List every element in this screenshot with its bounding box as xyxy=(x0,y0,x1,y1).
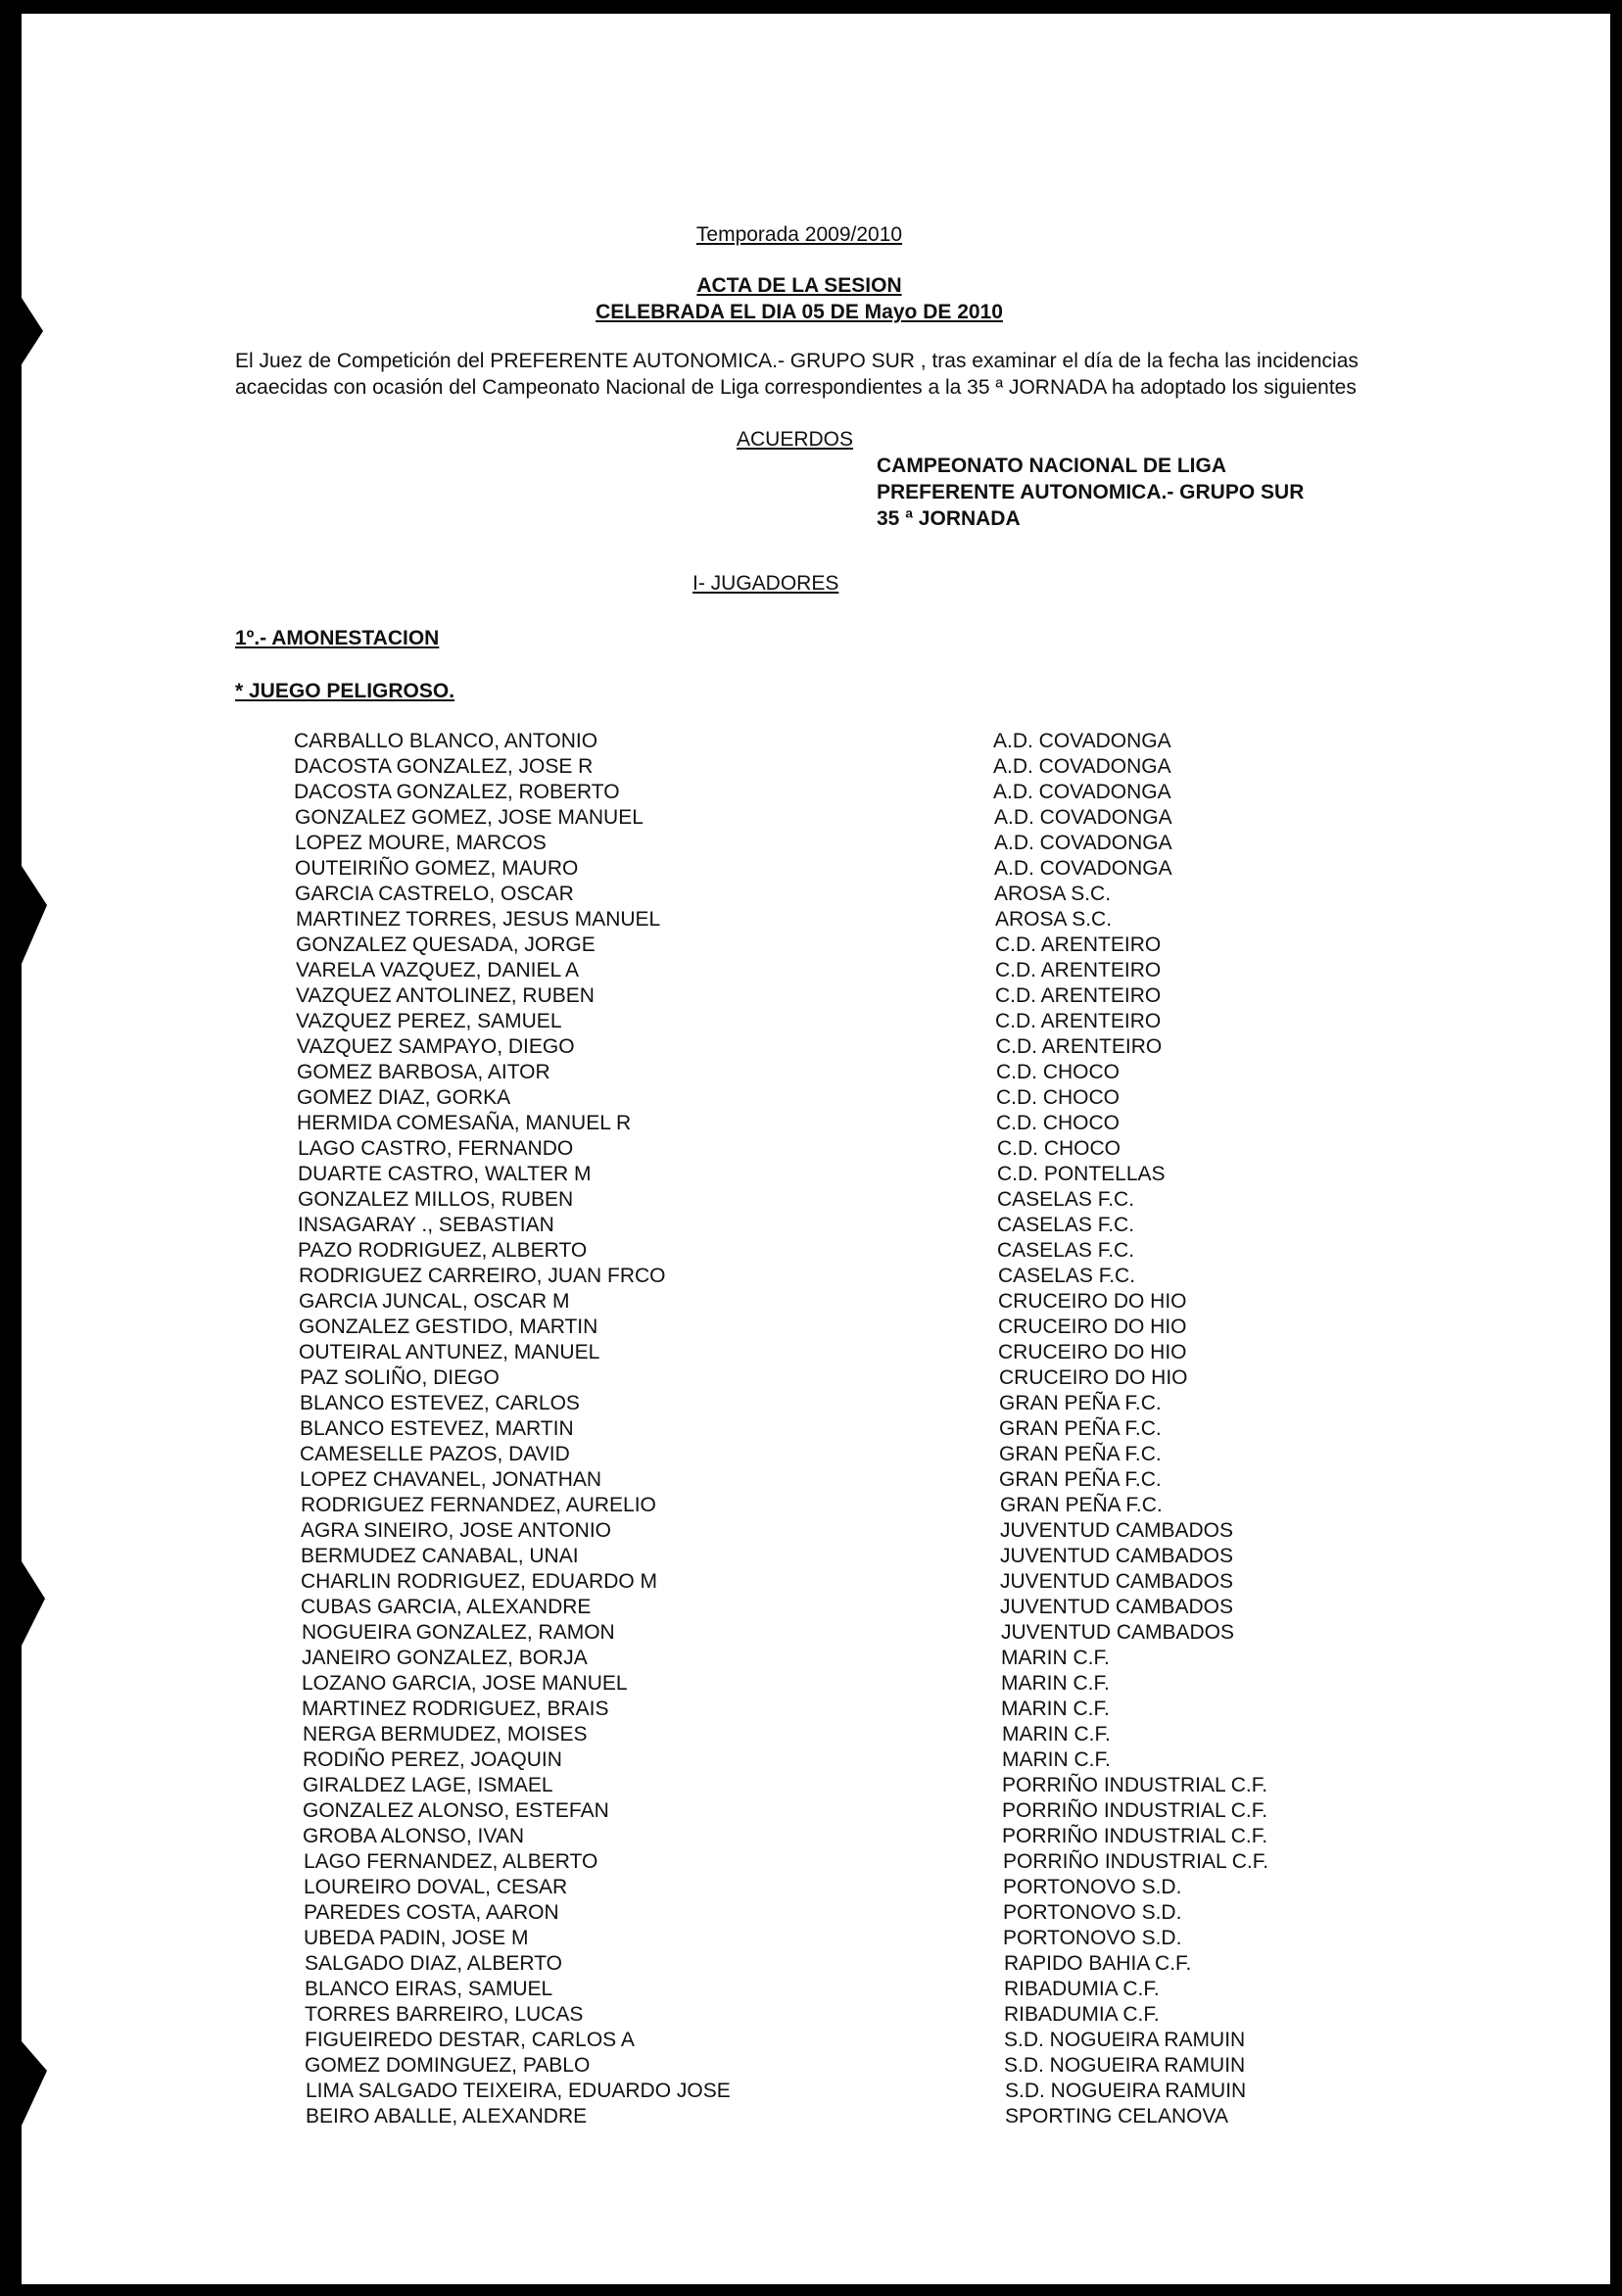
player-name: DACOSTA GONZALEZ, ROBERTO xyxy=(294,781,620,803)
player-club: AROSA S.C. xyxy=(995,908,1113,931)
acuerdos-heading: ACUERDOS xyxy=(737,428,854,451)
player-club: PORTONOVO S.D. xyxy=(1003,1901,1182,1924)
list-item xyxy=(294,729,1371,754)
player-name: LOPEZ MOURE, MARCOS xyxy=(295,832,547,854)
player-name: RODRIGUEZ CARREIRO, JUAN FRCO xyxy=(299,1265,666,1287)
player-club: PORTONOVO S.D. xyxy=(1003,1876,1182,1898)
player-name: BLANCO ESTEVEZ, CARLOS xyxy=(300,1392,580,1414)
player-club: A.D. COVADONGA xyxy=(994,806,1172,829)
championship-line-2: PREFERENTE AUTONOMICA.- GRUPO SUR xyxy=(877,481,1305,503)
player-name: MARTINEZ TORRES, JESUS MANUEL xyxy=(296,908,661,931)
player-club: JUVENTUD CAMBADOS xyxy=(1000,1570,1234,1593)
player-club: PORRIÑO INDUSTRIAL C.F. xyxy=(1002,1774,1268,1796)
list-item xyxy=(300,1442,1377,1467)
player-name: SALGADO DIAZ, ALBERTO xyxy=(305,1952,562,1975)
list-item xyxy=(296,907,1373,933)
list-item xyxy=(303,1722,1380,1747)
player-club: MARIN C.F. xyxy=(1001,1647,1110,1669)
player-club: CRUCEIRO DO HIO xyxy=(999,1366,1188,1389)
player-club: S.D. NOGUEIRA RAMUIN xyxy=(1005,2080,1247,2102)
player-name: GIRALDEZ LAGE, ISMAEL xyxy=(303,1774,553,1796)
player-name: FIGUEIREDO DESTAR, CARLOS A xyxy=(305,2029,635,2051)
list-item xyxy=(305,2028,1382,2053)
player-name: MARTINEZ RODRIGUEZ, BRAIS xyxy=(302,1698,609,1720)
player-name: VAZQUEZ SAMPAYO, DIEGO xyxy=(297,1035,575,1058)
player-name: DUARTE CASTRO, WALTER M xyxy=(298,1163,592,1185)
player-name: CHARLIN RODRIGUEZ, EDUARDO M xyxy=(301,1570,658,1593)
player-club: C.D. PONTELLAS xyxy=(997,1163,1166,1185)
list-item xyxy=(301,1595,1378,1620)
list-item xyxy=(300,1391,1377,1416)
list-item xyxy=(303,1747,1380,1773)
player-name: NOGUEIRA GONZALEZ, RAMON xyxy=(302,1621,615,1644)
player-club: C.D. ARENTEIRO xyxy=(995,1010,1162,1032)
player-club: MARIN C.F. xyxy=(1002,1723,1111,1746)
player-name: LAGO CASTRO, FERNANDO xyxy=(298,1137,574,1160)
player-name: JANEIRO GONZALEZ, BORJA xyxy=(302,1647,588,1669)
player-name: GARCIA JUNCAL, OSCAR M xyxy=(299,1290,570,1313)
intro-line-2: acaecidas con ocasión del Campeonato Nacional de Liga correspondientes a la 35 ª JORNADA ha adoptado los siguientes xyxy=(235,376,1357,399)
player-club: CRUCEIRO DO HIO xyxy=(998,1315,1187,1338)
player-club: CASELAS F.C. xyxy=(998,1265,1136,1287)
list-item xyxy=(298,1187,1375,1213)
list-item xyxy=(295,805,1372,831)
list-item xyxy=(297,1111,1374,1136)
player-name: UBEDA PADIN, JOSE M xyxy=(304,1927,529,1949)
player-name: LOZANO GARCIA, JOSE MANUEL xyxy=(302,1672,628,1695)
player-club: CASELAS F.C. xyxy=(997,1188,1135,1211)
list-item xyxy=(301,1569,1378,1595)
list-item xyxy=(302,1697,1379,1722)
player-club: C.D. CHOCO xyxy=(996,1086,1120,1109)
player-name: DACOSTA GONZALEZ, JOSE R xyxy=(294,755,594,778)
player-club: S.D. NOGUEIRA RAMUIN xyxy=(1004,2029,1246,2051)
list-item xyxy=(297,1060,1374,1085)
list-item xyxy=(302,1620,1379,1646)
scan-tear-mark xyxy=(22,1561,45,1646)
list-item xyxy=(304,1900,1381,1926)
list-item xyxy=(299,1315,1376,1340)
subsection-heading: 1º.- AMONESTACION xyxy=(235,627,440,649)
season-heading: Temporada 2009/2010 xyxy=(695,223,903,246)
player-name: BLANCO EIRAS, SAMUEL xyxy=(305,1978,553,2000)
player-club: MARIN C.F. xyxy=(1001,1672,1110,1695)
championship-line-1: CAMPEONATO NACIONAL DE LIGA xyxy=(877,454,1227,477)
player-name: GOMEZ DOMINGUEZ, PABLO xyxy=(305,2054,591,2077)
player-club: GRAN PEÑA F.C. xyxy=(999,1417,1162,1440)
list-item xyxy=(301,1518,1378,1544)
session-date-heading: CELEBRADA EL DIA 05 DE Mayo DE 2010 xyxy=(596,301,1003,323)
player-club: MARIN C.F. xyxy=(1002,1748,1111,1771)
player-club: CASELAS F.C. xyxy=(997,1214,1135,1236)
player-club: GRAN PEÑA F.C. xyxy=(999,1392,1162,1414)
player-name: CUBAS GARCIA, ALEXANDRE xyxy=(301,1596,592,1618)
list-item xyxy=(296,1009,1373,1034)
player-club: PORRIÑO INDUSTRIAL C.F. xyxy=(1002,1799,1268,1822)
list-item xyxy=(303,1773,1380,1798)
list-item xyxy=(303,1798,1380,1824)
player-name: OUTEIRIÑO GOMEZ, MAURO xyxy=(295,857,579,880)
list-item xyxy=(294,754,1371,780)
player-name: GOMEZ BARBOSA, AITOR xyxy=(297,1061,550,1083)
player-name: GONZALEZ ALONSO, ESTEFAN xyxy=(303,1799,609,1822)
player-club: C.D. ARENTEIRO xyxy=(995,984,1162,1007)
list-item xyxy=(302,1671,1379,1697)
player-club: CRUCEIRO DO HIO xyxy=(998,1290,1187,1313)
player-club: A.D. COVADONGA xyxy=(993,730,1171,752)
player-club: MARIN C.F. xyxy=(1001,1698,1110,1720)
scan-tear-mark xyxy=(22,866,47,964)
player-club: C.D. CHOCO xyxy=(996,1112,1120,1134)
player-club: RAPIDO BAHIA C.F. xyxy=(1004,1952,1192,1975)
list-item xyxy=(296,958,1373,983)
player-name: LIMA SALGADO TEIXEIRA, EDUARDO JOSE xyxy=(306,2080,731,2102)
player-name: GONZALEZ MILLOS, RUBEN xyxy=(298,1188,574,1211)
player-name: CAMESELLE PAZOS, DAVID xyxy=(300,1443,570,1465)
list-item xyxy=(297,1034,1374,1060)
player-club: S.D. NOGUEIRA RAMUIN xyxy=(1004,2054,1246,2077)
player-name: BEIRO ABALLE, ALEXANDRE xyxy=(306,2105,588,2128)
player-name: GONZALEZ QUESADA, JORGE xyxy=(296,933,596,956)
player-club: C.D. ARENTEIRO xyxy=(995,959,1162,981)
player-name: PAZO RODRIGUEZ, ALBERTO xyxy=(298,1239,588,1262)
player-name: BLANCO ESTEVEZ, MARTIN xyxy=(300,1417,574,1440)
list-item xyxy=(296,983,1373,1009)
player-club: JUVENTUD CAMBADOS xyxy=(1000,1545,1234,1567)
player-name: VAZQUEZ ANTOLINEZ, RUBEN xyxy=(296,984,595,1007)
player-club: C.D. CHOCO xyxy=(997,1137,1121,1160)
player-club: JUVENTUD CAMBADOS xyxy=(1000,1596,1234,1618)
player-name: RODIÑO PEREZ, JOAQUIN xyxy=(303,1748,562,1771)
list-item xyxy=(304,1926,1381,1951)
list-item xyxy=(303,1824,1380,1849)
player-name: VAZQUEZ PEREZ, SAMUEL xyxy=(296,1010,562,1032)
list-item xyxy=(299,1340,1376,1365)
list-item xyxy=(301,1493,1378,1518)
player-club: PORRIÑO INDUSTRIAL C.F. xyxy=(1003,1850,1269,1873)
list-item xyxy=(304,1849,1381,1875)
player-name: VARELA VAZQUEZ, DANIEL A xyxy=(296,959,580,981)
list-item xyxy=(298,1213,1375,1238)
player-club: A.D. COVADONGA xyxy=(994,857,1172,880)
list-item xyxy=(301,1544,1378,1569)
player-name: AGRA SINEIRO, JOSE ANTONIO xyxy=(301,1519,612,1542)
list-item xyxy=(295,882,1372,907)
player-club: CRUCEIRO DO HIO xyxy=(998,1341,1187,1363)
list-item xyxy=(305,1977,1382,2002)
list-item xyxy=(298,1162,1375,1187)
player-name: PAZ SOLIÑO, DIEGO xyxy=(300,1366,500,1389)
player-name: LOPEZ CHAVANEL, JONATHAN xyxy=(300,1468,602,1491)
intro-line-1: El Juez de Competición del PREFERENTE AUTONOMICA.- GRUPO SUR , tras examinar el día de la fecha las incidencias xyxy=(235,350,1359,372)
player-name: GONZALEZ GOMEZ, JOSE MANUEL xyxy=(295,806,644,829)
player-club: GRAN PEÑA F.C. xyxy=(999,1468,1162,1491)
list-item xyxy=(294,780,1371,805)
list-item xyxy=(299,1264,1376,1289)
player-name: GARCIA CASTRELO, OSCAR xyxy=(295,883,574,905)
list-item xyxy=(305,2053,1382,2079)
player-name: CARBALLO BLANCO, ANTONIO xyxy=(294,730,598,752)
list-item xyxy=(305,2002,1382,2028)
player-club: C.D. ARENTEIRO xyxy=(996,1035,1163,1058)
player-list xyxy=(294,729,1371,2129)
player-club: C.D. ARENTEIRO xyxy=(995,933,1162,956)
player-name: INSAGARAY ., SEBASTIAN xyxy=(298,1214,554,1236)
player-club: PORTONOVO S.D. xyxy=(1003,1927,1182,1949)
list-item xyxy=(295,831,1372,856)
player-name: PAREDES COSTA, AARON xyxy=(304,1901,559,1924)
acta-title: ACTA DE LA SESION xyxy=(696,274,902,297)
player-club: GRAN PEÑA F.C. xyxy=(999,1443,1162,1465)
player-club: C.D. CHOCO xyxy=(996,1061,1120,1083)
player-name: NERGA BERMUDEZ, MOISES xyxy=(303,1723,588,1746)
list-item xyxy=(305,1951,1382,1977)
player-club: GRAN PEÑA F.C. xyxy=(1000,1494,1163,1516)
player-name: LAGO FERNANDEZ, ALBERTO xyxy=(304,1850,598,1873)
player-name: LOUREIRO DOVAL, CESAR xyxy=(304,1876,568,1898)
list-item xyxy=(298,1238,1375,1264)
player-club: CASELAS F.C. xyxy=(997,1239,1135,1262)
scan-tear-mark xyxy=(22,2041,47,2126)
list-item xyxy=(299,1289,1376,1315)
player-club: JUVENTUD CAMBADOS xyxy=(1000,1519,1234,1542)
player-name: GOMEZ DIAZ, GORKA xyxy=(297,1086,511,1109)
list-item xyxy=(302,1646,1379,1671)
player-club: RIBADUMIA C.F. xyxy=(1004,2003,1160,2026)
player-name: TORRES BARREIRO, LUCAS xyxy=(305,2003,584,2026)
list-item xyxy=(300,1365,1377,1391)
player-club: A.D. COVADONGA xyxy=(993,781,1171,803)
list-item xyxy=(300,1416,1377,1442)
player-club: PORRIÑO INDUSTRIAL C.F. xyxy=(1002,1825,1268,1847)
player-club: SPORTING CELANOVA xyxy=(1005,2105,1228,2128)
player-name: RODRIGUEZ FERNANDEZ, AURELIO xyxy=(301,1494,656,1516)
player-name: GROBA ALONSO, IVAN xyxy=(303,1825,525,1847)
list-item xyxy=(297,1085,1374,1111)
player-club: A.D. COVADONGA xyxy=(994,832,1172,854)
player-club: RIBADUMIA C.F. xyxy=(1004,1978,1160,2000)
section-heading: I- JUGADORES xyxy=(692,572,839,595)
player-club: A.D. COVADONGA xyxy=(993,755,1171,778)
list-item xyxy=(300,1467,1377,1493)
player-name: BERMUDEZ CANABAL, UNAI xyxy=(301,1545,579,1567)
list-item xyxy=(295,856,1372,882)
player-name: OUTEIRAL ANTUNEZ, MANUEL xyxy=(299,1341,600,1363)
list-item xyxy=(306,2079,1383,2104)
list-item xyxy=(296,933,1373,958)
player-name: HERMIDA COMESAÑA, MANUEL R xyxy=(297,1112,632,1134)
list-item xyxy=(306,2104,1383,2129)
category-heading: * JUEGO PELIGROSO. xyxy=(235,680,455,702)
list-item xyxy=(298,1136,1375,1162)
player-club: AROSA S.C. xyxy=(994,883,1112,905)
list-item xyxy=(304,1875,1381,1900)
player-name: GONZALEZ GESTIDO, MARTIN xyxy=(299,1315,598,1338)
player-club: JUVENTUD CAMBADOS xyxy=(1001,1621,1235,1644)
championship-line-3: 35 ª JORNADA xyxy=(877,507,1021,530)
